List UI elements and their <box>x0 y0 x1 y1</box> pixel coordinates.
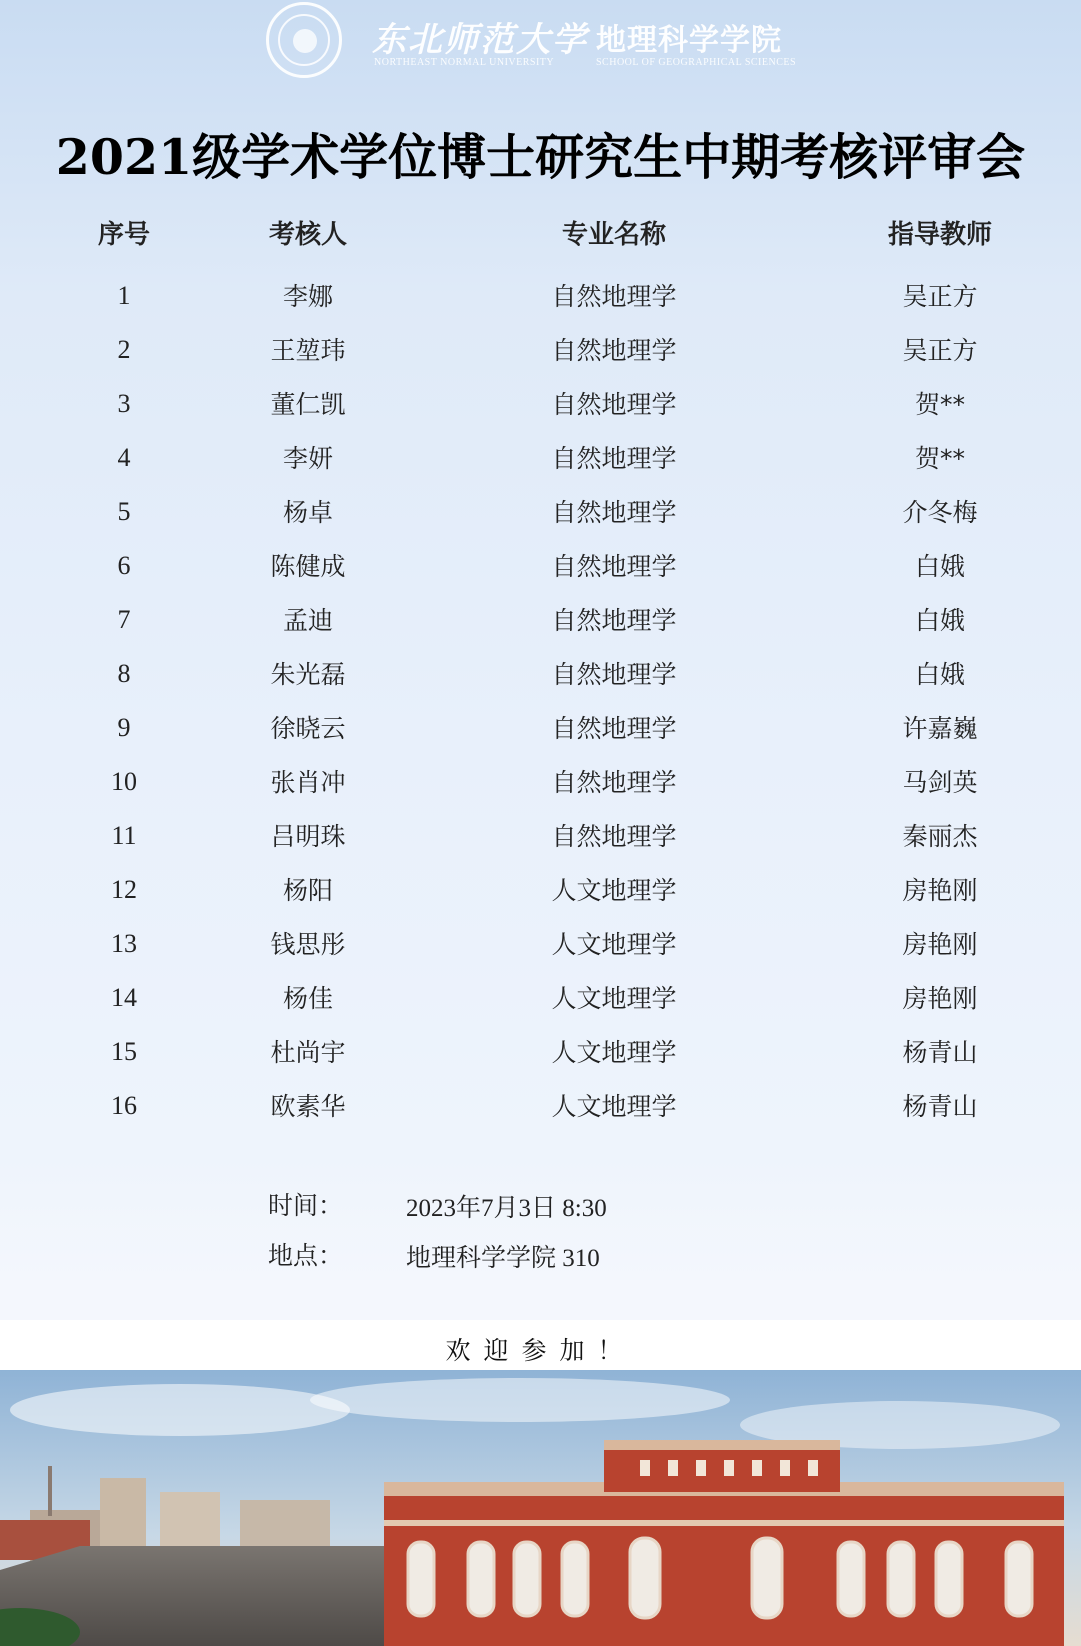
row-advisor: 马剑英 <box>902 768 978 797</box>
row-candidate: 杨卓 <box>282 498 333 527</box>
row-advisor: 房艳刚 <box>902 984 978 1013</box>
row-advisor: 房艳刚 <box>902 930 978 959</box>
header-advisor: 指导教师 <box>887 220 992 250</box>
row-index: 10 <box>111 767 137 796</box>
row-index: 7 <box>117 605 131 634</box>
row-advisor: 介冬梅 <box>902 498 978 527</box>
row-advisor: 杨青山 <box>902 1038 978 1067</box>
header-banner <box>0 0 1081 92</box>
row-major: 自然地理学 <box>551 498 677 527</box>
row-candidate: 杜尚宇 <box>270 1038 346 1067</box>
row-advisor: 秦丽杰 <box>902 822 978 851</box>
row-major: 自然地理学 <box>551 390 677 419</box>
row-index: 9 <box>117 713 131 742</box>
campus-building-photo <box>0 1370 1081 1646</box>
row-index: 3 <box>117 389 131 418</box>
university-name-en: NORTHEAST NORMAL UNIVERSITY <box>374 57 555 68</box>
row-advisor: 房艳刚 <box>902 876 978 905</box>
row-advisor: 白娥 <box>914 552 965 581</box>
header-candidate: 考核人 <box>268 220 347 250</box>
row-major: 自然地理学 <box>551 660 677 689</box>
row-index: 4 <box>117 443 131 472</box>
row-index: 15 <box>111 1037 137 1066</box>
header-major: 专业名称 <box>561 220 666 250</box>
row-candidate: 朱光磊 <box>270 660 346 689</box>
row-advisor: 许嘉巍 <box>902 714 978 743</box>
row-index: 1 <box>117 281 131 310</box>
university-name: 东北师范大学 <box>372 20 588 60</box>
row-candidate: 孟迪 <box>282 606 333 635</box>
row-major: 人文地理学 <box>551 1038 677 1067</box>
school-name-en: SCHOOL OF GEOGRAPHICAL SCIENCES <box>596 57 797 68</box>
row-candidate: 王堃玮 <box>270 336 346 365</box>
row-index: 13 <box>111 929 137 958</box>
row-advisor: 白娥 <box>914 606 965 635</box>
row-advisor: 吴正方 <box>902 336 978 365</box>
row-major: 人文地理学 <box>551 984 677 1013</box>
university-seal-logo <box>266 2 342 78</box>
row-candidate: 李妍 <box>282 444 333 473</box>
row-index: 2 <box>117 335 131 364</box>
time-value: 2023年7月3日 8:30 <box>406 1195 607 1222</box>
row-advisor: 白娥 <box>914 660 965 689</box>
row-index: 12 <box>111 875 137 904</box>
row-index: 16 <box>111 1091 137 1120</box>
row-candidate: 李娜 <box>282 282 333 311</box>
row-candidate: 杨阳 <box>282 876 333 905</box>
row-major: 自然地理学 <box>551 768 677 797</box>
time-label: 时间： <box>268 1191 344 1220</box>
row-major: 人文地理学 <box>551 876 677 905</box>
place-value: 地理科学学院 310 <box>406 1245 600 1272</box>
seal-center <box>293 29 317 53</box>
row-major: 人文地理学 <box>551 1092 677 1121</box>
row-advisor: 贺** <box>914 444 965 473</box>
row-candidate: 吕明珠 <box>270 822 346 851</box>
row-candidate: 钱思彤 <box>270 930 346 959</box>
welcome-message: 欢迎参加！ <box>445 1336 636 1365</box>
row-index: 14 <box>111 983 137 1012</box>
place-label: 地点： <box>268 1241 344 1270</box>
row-advisor: 杨青山 <box>902 1092 978 1121</box>
row-advisor: 吴正方 <box>902 282 978 311</box>
row-major: 自然地理学 <box>551 822 677 851</box>
row-major: 自然地理学 <box>551 282 677 311</box>
row-candidate: 徐晓云 <box>270 714 346 743</box>
row-candidate: 欧素华 <box>270 1092 346 1121</box>
row-candidate: 董仁凯 <box>270 390 346 419</box>
row-major: 自然地理学 <box>551 444 677 473</box>
row-major: 自然地理学 <box>551 606 677 635</box>
row-candidate: 杨佳 <box>282 984 333 1013</box>
row-index: 6 <box>117 551 131 580</box>
row-candidate: 张肖冲 <box>270 768 346 797</box>
school-name: 地理科学学院 <box>596 23 782 58</box>
header-index: 序号 <box>97 220 150 250</box>
row-candidate: 陈健成 <box>270 552 346 581</box>
row-major: 人文地理学 <box>551 930 677 959</box>
row-index: 5 <box>117 497 131 526</box>
page-title: 2021级学术学位博士研究生中期考核评审会 <box>55 128 1026 186</box>
row-major: 自然地理学 <box>551 714 677 743</box>
row-index: 11 <box>111 821 137 850</box>
row-major: 自然地理学 <box>551 552 677 581</box>
row-advisor: 贺** <box>914 390 965 419</box>
row-major: 自然地理学 <box>551 336 677 365</box>
row-index: 8 <box>117 659 131 688</box>
